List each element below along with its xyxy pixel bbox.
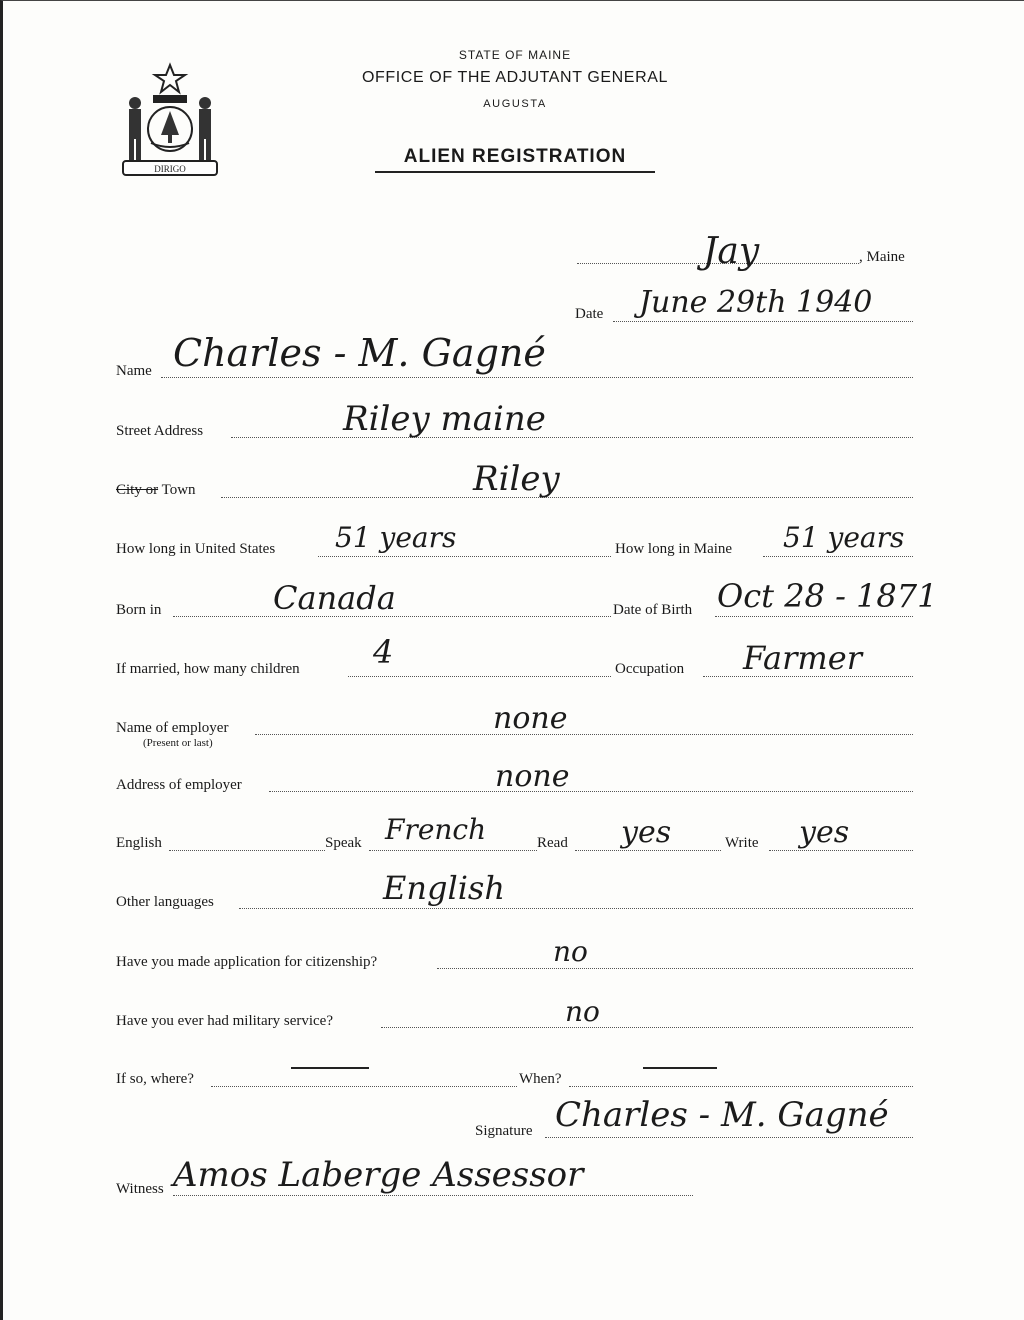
employer-name-value: none: [493, 701, 568, 736]
when-dash: [643, 1067, 717, 1069]
witness-value: Amos Laberge Assessor: [173, 1155, 584, 1195]
employer-address-line: [269, 791, 913, 792]
speak-value: French: [385, 813, 487, 846]
town-value: Riley: [473, 459, 560, 499]
military-line: [381, 1027, 913, 1028]
speak-label: Speak: [325, 835, 362, 851]
employer-name-note: (Present or last): [143, 737, 213, 749]
english-label: English: [116, 835, 162, 851]
date-of-birth-label: Date of Birth: [613, 602, 693, 618]
if-so-where-line: [211, 1086, 517, 1087]
street-address-line: [231, 437, 913, 438]
state-heading: STATE OF MAINE: [458, 48, 572, 62]
employer-name-label: Name of employer: [116, 720, 229, 736]
children-value: 4: [373, 633, 394, 671]
write-line: [769, 850, 913, 851]
form-title: ALIEN REGISTRATION: [403, 146, 627, 167]
how-long-us-value: 51 years: [335, 521, 457, 554]
other-languages-value: English: [383, 869, 505, 907]
if-so-where-label: If so, where?: [116, 1071, 194, 1087]
city-heading: AUGUSTA: [483, 98, 547, 110]
military-value: no: [565, 995, 600, 1028]
name-line: [161, 377, 913, 378]
witness-label: Witness: [116, 1181, 164, 1197]
name-label: Name: [116, 363, 152, 379]
english-line: [169, 850, 325, 851]
write-value: yes: [799, 815, 850, 850]
read-label: Read: [537, 835, 568, 851]
children-line: [348, 676, 611, 677]
date-of-birth-value: Oct 28 - 1871: [717, 577, 938, 615]
occupation-label: Occupation: [615, 661, 685, 677]
maine-label: , Maine: [859, 249, 905, 265]
citizenship-line: [437, 968, 913, 969]
employer-name-line: [255, 734, 913, 735]
title-underline: [375, 171, 655, 173]
citizenship-value: no: [553, 935, 588, 968]
seal-motto: DIRIGO: [154, 164, 186, 174]
where-dash: [291, 1067, 369, 1069]
other-languages-line: [239, 908, 913, 909]
town-label-text: Town: [158, 482, 196, 498]
other-languages-label: Other languages: [116, 894, 214, 910]
office-heading: OFFICE OF THE ADJUTANT GENERAL: [361, 69, 669, 86]
write-label: Write: [725, 835, 759, 851]
when-label: When?: [519, 1071, 562, 1087]
employer-address-label: Address of employer: [116, 777, 242, 793]
born-in-label: Born in: [116, 602, 162, 618]
date-of-birth-line: [715, 616, 913, 617]
town-label: [116, 482, 196, 499]
citizenship-label: Have you made application for citizenship?: [116, 954, 378, 970]
signature-label: Signature: [475, 1123, 533, 1139]
read-value: yes: [621, 815, 672, 850]
name-value: Charles - M. Gagné: [173, 331, 546, 375]
how-long-us-label: How long in United States: [116, 541, 276, 557]
speak-line: [369, 850, 537, 851]
witness-line: [173, 1195, 693, 1196]
read-line: [575, 850, 721, 851]
signature-value: Charles - M. Gagné: [555, 1095, 889, 1135]
born-in-value: Canada: [273, 579, 396, 617]
town-line: [221, 497, 913, 498]
when-line: [569, 1086, 913, 1087]
signature-line: [545, 1137, 913, 1138]
date-label: Date: [575, 306, 604, 322]
how-long-maine-line: [763, 556, 913, 557]
children-label: If married, how many children: [116, 661, 300, 677]
street-address-value: Riley maine: [343, 399, 546, 439]
place-value: Jay: [703, 231, 760, 272]
occupation-value: Farmer: [743, 639, 862, 677]
street-address-label: Street Address: [116, 423, 204, 439]
date-line: [613, 321, 913, 322]
how-long-maine-label: How long in Maine: [615, 541, 733, 557]
how-long-us-line: [318, 556, 611, 557]
employer-address-value: none: [495, 759, 570, 794]
city-struck-label: City or: [116, 482, 159, 498]
date-value: June 29th 1940: [639, 285, 873, 320]
military-label: Have you ever had military service?: [116, 1013, 333, 1029]
how-long-maine-value: 51 years: [783, 521, 905, 554]
